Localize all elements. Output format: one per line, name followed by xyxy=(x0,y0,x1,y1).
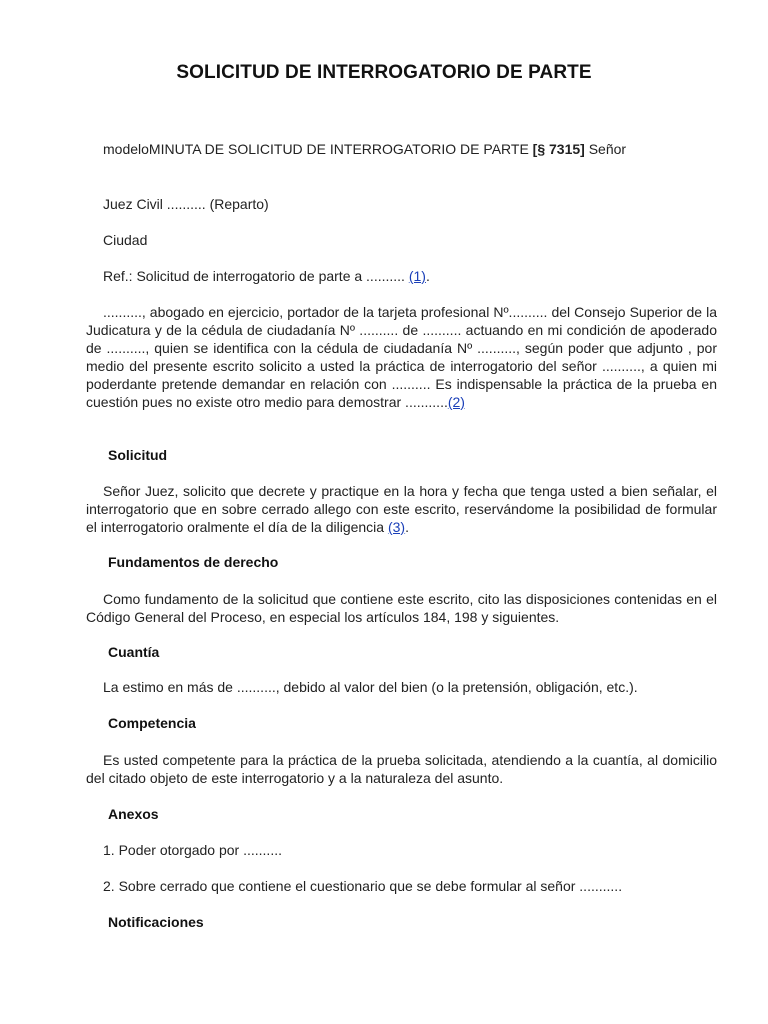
heading-competencia: Competencia xyxy=(108,715,196,731)
heading-anexos: Anexos xyxy=(108,806,159,822)
intro-line xyxy=(103,141,626,158)
fundamentos-paragraph: Como fundamento de la solicitud que contiene este escrito, cito las disposiciones contenidas en el Código General del Proceso, en especial los artículos 184, 198 y siguientes. xyxy=(86,591,717,625)
heading-fundamentos: Fundamentos de derecho xyxy=(108,554,279,570)
heading-notificaciones: Notificaciones xyxy=(108,914,204,930)
city-line: Ciudad xyxy=(103,232,148,248)
cuantia-paragraph: La estimo en más de .........., debido al valor del bien (o la pretensión, obligación, etc.). xyxy=(103,679,638,695)
solicitud-text: Señor Juez, solicito que decrete y practique en la hora y fecha que tenga usted a bien señalar, el interrogatorio que en sobre cerrado allego con este escrito, reservándome la posibilidad de formular el interrogatorio oralmente el día de la diligencia xyxy=(86,483,717,535)
footnote-link-2[interactable]: (2) xyxy=(447,394,465,410)
intro-prefix: modeloMINUTA DE SOLICITUD DE INTERROGATORIO DE PARTE xyxy=(103,141,533,157)
judge-line: Juez Civil .......... (Reparto) xyxy=(103,196,269,212)
reference-end: . xyxy=(425,268,430,284)
reference-line xyxy=(103,268,430,285)
footnote-link-3[interactable]: (3) xyxy=(387,519,406,535)
reference-text: Ref.: Solicitud de interrogatorio de parte a .......... xyxy=(103,268,409,284)
solicitud-paragraph xyxy=(86,482,717,536)
body-paragraph-text: .........., abogado en ejercicio, portador de la tarjeta profesional Nº.......... del Consejo Superior de la Judicatura y de la cédula de ciudadanía Nº .......... de .......... actuando en mi condición de apoderado de .........., quien se identifica con la cédula de ciudadanía Nº .........., según poder que adjunto , por medio del presente escrito solicito a usted la práctica de interrogatorio del señor .........., a quien mi poderdante pretende demandar en relación con .......... Es indispensable la práctica de la prueba en cuestión pues no existe otro medio para demostrar ........... xyxy=(86,304,717,410)
anexo-item-2: 2. Sobre cerrado que contiene el cuestionario que se debe formular al señor ........... xyxy=(103,878,623,894)
intro-reference: [§ 7315] xyxy=(532,141,585,157)
intro-suffix: Señor xyxy=(584,141,627,157)
document-title: SOLICITUD DE INTERROGATORIO DE PARTE xyxy=(176,62,592,83)
heading-cuantia: Cuantía xyxy=(108,644,160,660)
body-paragraph xyxy=(86,303,717,411)
anexo-item-1: 1. Poder otorgado por .......... xyxy=(103,842,282,858)
competencia-paragraph: Es usted competente para la práctica de la prueba solicitada, atendiendo a la cuantía, al domicilio del citado objeto de este interrogatorio y a la naturaleza del asunto. xyxy=(86,752,717,786)
solicitud-end: . xyxy=(405,519,409,535)
heading-solicitud: Solicitud xyxy=(108,447,168,463)
footnote-link-1[interactable]: (1) xyxy=(408,268,426,284)
